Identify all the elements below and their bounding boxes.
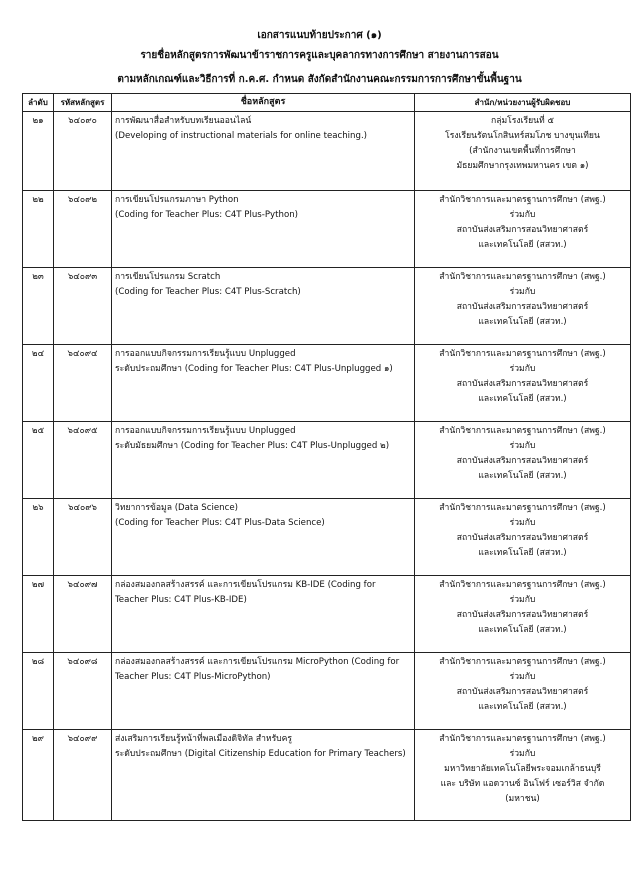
course-name-line: ระดับประถมศึกษา (Coding for Teacher Plus: C4T Plus-Unplugged ๑)	[115, 364, 393, 374]
course-name-line: กล่องสมองกลสร้างสรรค์ และการเขียนโปรแกรม MicroPython (Coding for Teacher Plus: C4T Plus-MicroPython)	[115, 657, 400, 682]
course-name	[112, 499, 415, 576]
responsible-agency	[415, 576, 631, 653]
agency-line: ร่วมกับ	[509, 210, 536, 220]
responsible-agency	[415, 112, 631, 191]
row-number: ๒๖	[23, 499, 54, 576]
agency-line: และเทคโนโลยี (สสวท.)	[478, 625, 567, 635]
agency-line: ร่วมกับ	[509, 364, 536, 374]
agency-line: สำนักวิชาการและมาตรฐานการศึกษา (สพฐ.)	[439, 195, 606, 205]
table-row	[23, 422, 631, 499]
agency-line: สถาบันส่งเสริมการสอนวิทยาศาสตร์	[456, 379, 589, 389]
row-number: ๒๔	[23, 345, 54, 422]
agency-line: สำนักวิชาการและมาตรฐานการศึกษา (สพฐ.)	[439, 426, 606, 436]
course-code: ๖๔๐๙๕	[54, 422, 112, 499]
agency-line: ร่วมกับ	[509, 441, 536, 451]
agency-line: ร่วมกับ	[509, 749, 536, 759]
row-number: ๒๘	[23, 653, 54, 730]
course-name	[112, 191, 415, 268]
table-row	[23, 653, 631, 730]
course-name-line: (Coding for Teacher Plus: C4T Plus-Scratch)	[115, 287, 301, 297]
course-name	[112, 653, 415, 730]
agency-line: สำนักวิชาการและมาตรฐานการศึกษา (สพฐ.)	[439, 503, 606, 513]
agency-line: สำนักวิชาการและมาตรฐานการศึกษา (สพฐ.)	[439, 657, 606, 667]
row-number: ๒๗	[23, 576, 54, 653]
agency-line: โรงเรียนรัตนโกสินทร์สมโภช บางขุนเทียน	[445, 131, 600, 141]
course-table	[22, 93, 631, 821]
column-header-code: รหัสหลักสูตร	[54, 94, 112, 112]
course-name-line: ส่งเสริมการเรียนรู้หน้าที่พลเมืองดิจิทัล สำหรับครู	[115, 734, 292, 744]
agency-line: มัธยมศึกษากรุงเทพมหานคร เขต ๑)	[456, 161, 589, 171]
course-code: ๖๔๐๙๒	[54, 191, 112, 268]
course-name-line: (Coding for Teacher Plus: C4T Plus-Python)	[115, 210, 299, 220]
course-name	[112, 268, 415, 345]
responsible-agency	[415, 499, 631, 576]
document-title: รายชื่อหลักสูตรการพัฒนาข้าราชการครูและบุคลากรทางการศึกษา สายงานการสอน	[140, 50, 499, 61]
agency-line: สถาบันส่งเสริมการสอนวิทยาศาสตร์	[456, 687, 589, 697]
agency-line: สำนักวิชาการและมาตรฐานการศึกษา (สพฐ.)	[439, 580, 606, 590]
agency-line: สถาบันส่งเสริมการสอนวิทยาศาสตร์	[456, 610, 589, 620]
agency-line: และเทคโนโลยี (สสวท.)	[478, 471, 567, 481]
table-header-row	[23, 94, 631, 112]
column-header-name: ชื่อหลักสูตร	[112, 94, 415, 112]
course-code: ๖๔๐๙๗	[54, 576, 112, 653]
course-name-line: การออกแบบกิจกรรมการเรียนรู้แบบ Unplugged	[115, 426, 296, 436]
course-name-line: ระดับมัธยมศึกษา (Coding for Teacher Plus: C4T Plus-Unplugged ๒)	[115, 441, 390, 451]
course-name-line: การพัฒนาสื่อสำหรับบทเรียนออนไลน์	[115, 116, 252, 126]
responsible-agency	[415, 345, 631, 422]
agency-line: กลุ่มโรงเรียนที่ ๕	[491, 116, 554, 126]
agency-line: สถาบันส่งเสริมการสอนวิทยาศาสตร์	[456, 533, 589, 543]
course-code: ๖๔๐๙๓	[54, 268, 112, 345]
responsible-agency	[415, 422, 631, 499]
row-number: ๒๙	[23, 730, 54, 821]
course-name	[112, 422, 415, 499]
agency-line: และเทคโนโลยี (สสวท.)	[478, 394, 567, 404]
table-row	[23, 345, 631, 422]
agency-line: และเทคโนโลยี (สสวท.)	[478, 702, 567, 712]
row-number: ๒๕	[23, 422, 54, 499]
table-row	[23, 191, 631, 268]
column-header-agency: สำนัก/หน่วยงานผู้รับผิดชอบ	[415, 94, 631, 112]
agency-line: (สำนักงานเขตพื้นที่การศึกษา	[469, 146, 576, 156]
column-header-no: ลำดับ	[23, 94, 54, 112]
course-name	[112, 576, 415, 653]
course-name-line: การเขียนโปรแกรมภาษา Python	[115, 195, 239, 205]
agency-line: ร่วมกับ	[509, 518, 536, 528]
table-row	[23, 576, 631, 653]
agency-line: และ บริษัท แอดวานซ์ อินโฟร์ เซอร์วิส จำกัด	[440, 779, 605, 789]
agency-line: สถาบันส่งเสริมการสอนวิทยาศาสตร์	[456, 456, 589, 466]
responsible-agency	[415, 268, 631, 345]
agency-line: มหาวิทยาลัยเทคโนโลยีพระจอมเกล้าธนบุรี	[444, 764, 601, 774]
course-code: ๖๔๐๙๐	[54, 112, 112, 191]
agency-line: (มหาชน)	[505, 794, 540, 804]
course-name-line: การออกแบบกิจกรรมการเรียนรู้แบบ Unplugged	[115, 349, 296, 359]
course-name-line: ระดับประถมศึกษา (Digital Citizenship Education for Primary Teachers)	[115, 749, 406, 759]
course-name	[112, 112, 415, 191]
agency-line: สำนักวิชาการและมาตรฐานการศึกษา (สพฐ.)	[439, 272, 606, 282]
agency-line: ร่วมกับ	[509, 672, 536, 682]
course-name	[112, 345, 415, 422]
agency-line: สถาบันส่งเสริมการสอนวิทยาศาสตร์	[456, 302, 589, 312]
agency-line: ร่วมกับ	[509, 595, 536, 605]
agency-line: สำนักวิชาการและมาตรฐานการศึกษา (สพฐ.)	[439, 734, 606, 744]
agency-line: ร่วมกับ	[509, 287, 536, 297]
course-name-line: กล่องสมองกลสร้างสรรค์ และการเขียนโปรแกรม KB-IDE (Coding for Teacher Plus: C4T Plus-KB-IDE)	[115, 580, 376, 605]
responsible-agency	[415, 191, 631, 268]
document-heading: เอกสารแนบท้ายประกาศ (๑)	[257, 30, 382, 41]
row-number: ๒๒	[23, 191, 54, 268]
responsible-agency	[415, 653, 631, 730]
agency-line: และเทคโนโลยี (สสวท.)	[478, 240, 567, 250]
course-name	[112, 730, 415, 821]
row-number: ๒๓	[23, 268, 54, 345]
table-row	[23, 112, 631, 191]
table-row	[23, 268, 631, 345]
course-name-line: (Coding for Teacher Plus: C4T Plus-Data Science)	[115, 518, 325, 528]
agency-line: และเทคโนโลยี (สสวท.)	[478, 317, 567, 327]
course-code: ๖๔๐๙๘	[54, 653, 112, 730]
table-row	[23, 730, 631, 821]
row-number: ๒๑	[23, 112, 54, 191]
table-row	[23, 499, 631, 576]
course-code: ๖๔๐๙๔	[54, 345, 112, 422]
course-name-line: วิทยาการข้อมูล (Data Science)	[115, 503, 238, 513]
responsible-agency	[415, 730, 631, 821]
agency-line: สถาบันส่งเสริมการสอนวิทยาศาสตร์	[456, 225, 589, 235]
document-subtitle: ตามหลักเกณฑ์และวิธีการที่ ก.ค.ศ. กำหนด สังกัดสำนักงานคณะกรรมการการศึกษาขั้นพื้นฐาน	[117, 74, 522, 85]
course-name-line: (Developing of instructional materials for online teaching.)	[115, 131, 368, 141]
course-code: ๖๔๐๙๙	[54, 730, 112, 821]
course-code: ๖๔๐๙๖	[54, 499, 112, 576]
agency-line: และเทคโนโลยี (สสวท.)	[478, 548, 567, 558]
course-name-line: การเขียนโปรแกรม Scratch	[115, 272, 221, 282]
agency-line: สำนักวิชาการและมาตรฐานการศึกษา (สพฐ.)	[439, 349, 606, 359]
